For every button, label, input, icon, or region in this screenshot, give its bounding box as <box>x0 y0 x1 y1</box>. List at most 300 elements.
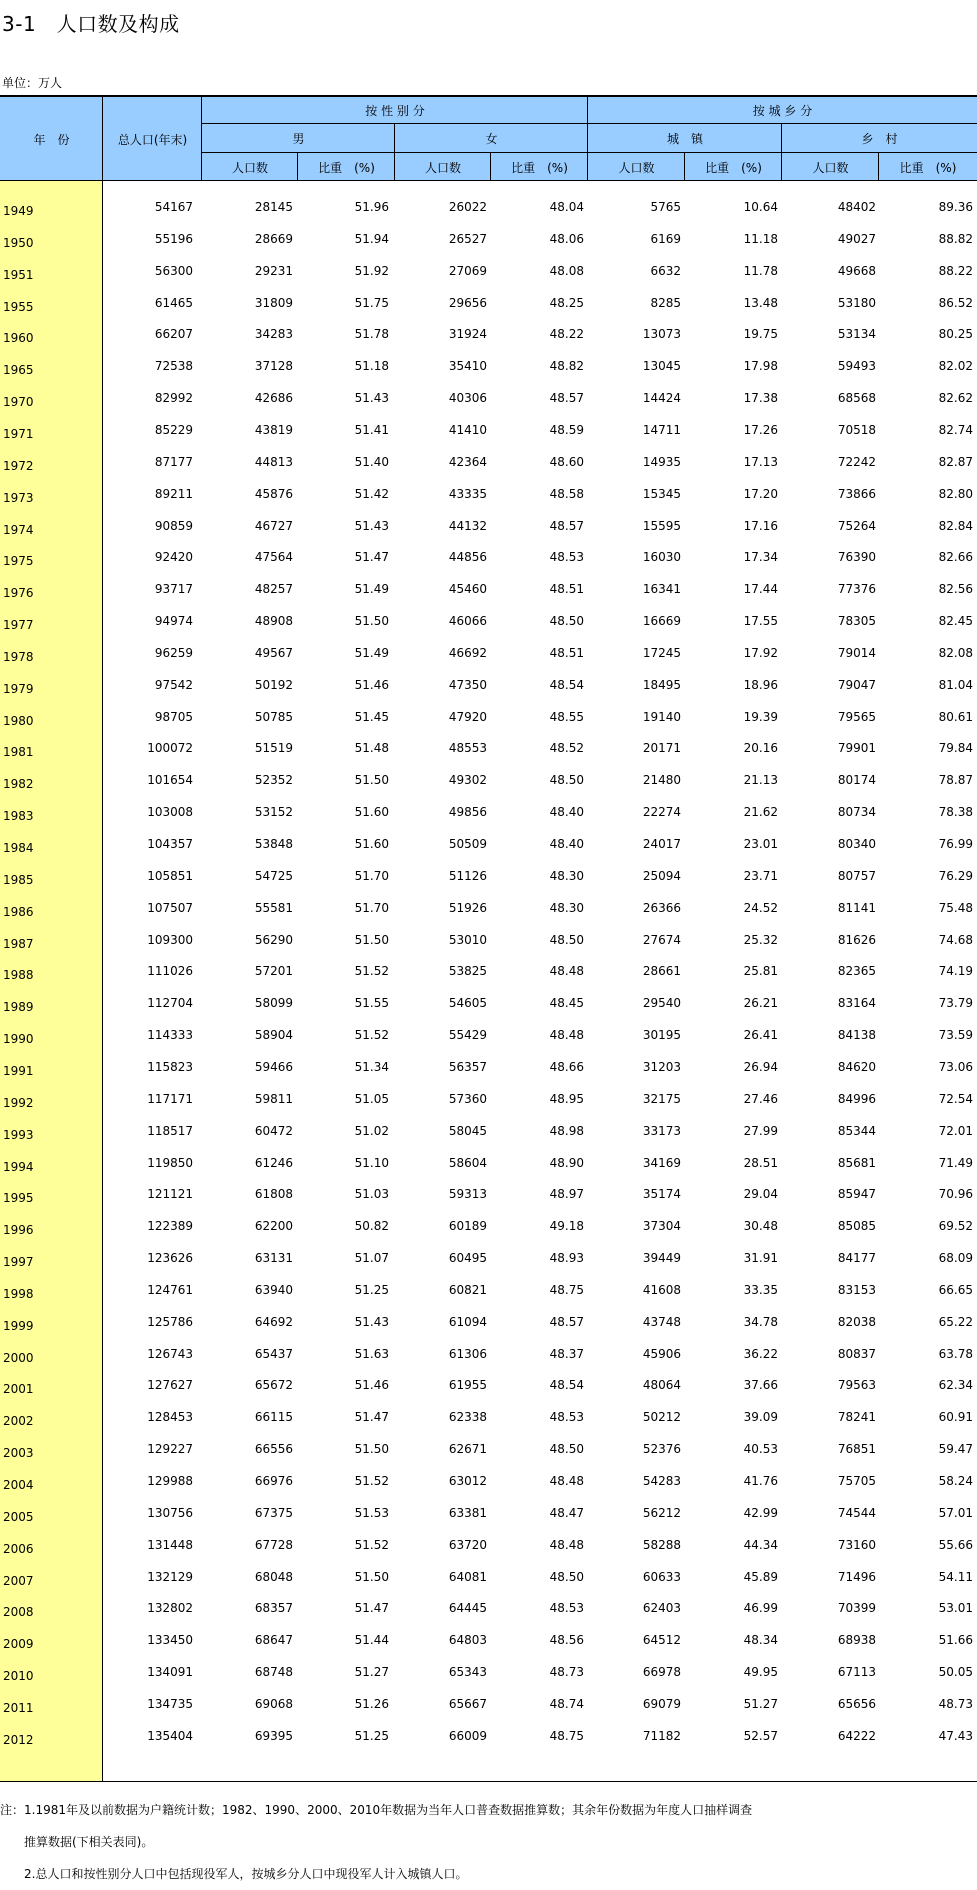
rural-count-cell: 80757 <box>837 868 876 883</box>
table-row <box>0 924 977 956</box>
table-row <box>0 955 977 987</box>
table-row <box>0 828 977 860</box>
urban-count-cell: 60633 <box>642 1569 681 1584</box>
year-cell: 1975 <box>3 554 34 569</box>
female-ratio-cell: 49.18 <box>549 1219 584 1234</box>
table-row <box>0 1051 977 1083</box>
header-by-sex: 按 性 别 分 <box>365 103 425 118</box>
table-row <box>0 414 977 446</box>
total-cell: 127627 <box>147 1378 193 1393</box>
rural-ratio-cell: 76.99 <box>938 837 973 851</box>
year-cell: 1976 <box>3 586 34 601</box>
unit-label: 单位：万人 <box>2 76 63 90</box>
year-cell: 1965 <box>3 363 34 378</box>
male-ratio-cell: 51.43 <box>354 518 389 533</box>
rural-ratio-cell: 82.62 <box>938 391 973 406</box>
total-cell: 122389 <box>147 1219 193 1234</box>
male-count-cell: 60472 <box>254 1123 293 1138</box>
urban-count-cell: 45906 <box>642 1346 681 1361</box>
header-urban: 城 镇 <box>666 131 703 146</box>
total-cell: 126743 <box>147 1346 193 1361</box>
urban-ratio-cell: 34.78 <box>743 1314 778 1329</box>
total-cell: 118517 <box>147 1123 193 1138</box>
total-cell: 135404 <box>147 1728 193 1743</box>
rural-count-cell: 74544 <box>837 1505 876 1520</box>
rural-ratio-cell: 47.43 <box>938 1728 973 1743</box>
urban-ratio-cell: 23.71 <box>743 868 778 883</box>
rural-count-cell: 83164 <box>837 996 876 1011</box>
urban-count-cell: 58288 <box>642 1537 681 1552</box>
total-cell: 93717 <box>154 582 193 597</box>
urban-count-cell: 31203 <box>642 1059 681 1074</box>
footnote-line: 2.总人口和按性别分人口中包括现役军人，按城乡分人口中现役军人计入城镇人口。 <box>0 1867 468 1881</box>
header-divider <box>202 152 977 153</box>
male-ratio-cell: 51.50 <box>354 932 389 947</box>
male-ratio-cell: 51.25 <box>354 1282 389 1297</box>
table-row <box>0 1115 977 1147</box>
year-cell: 1993 <box>3 1127 34 1142</box>
rural-count-cell: 67113 <box>837 1665 876 1680</box>
table-row <box>0 1019 977 1051</box>
female-count-cell: 64445 <box>448 1601 487 1616</box>
urban-ratio-cell: 28.51 <box>743 1155 778 1170</box>
rural-count-cell: 84177 <box>837 1251 876 1266</box>
header-female-count: 人口数 <box>424 160 461 175</box>
male-count-cell: 44813 <box>254 454 293 469</box>
rural-count-cell: 68568 <box>837 391 876 406</box>
total-cell: 90859 <box>154 518 193 533</box>
table-header <box>0 95 977 181</box>
male-count-cell: 68647 <box>254 1633 293 1648</box>
year-cell: 1955 <box>3 299 34 314</box>
male-ratio-cell: 51.40 <box>354 454 389 469</box>
urban-count-cell: 15345 <box>642 486 681 501</box>
male-ratio-cell: 51.42 <box>354 486 389 501</box>
male-ratio-cell: 51.48 <box>354 741 389 756</box>
header-divider <box>297 152 298 181</box>
urban-count-cell: 24017 <box>642 837 681 851</box>
table-row <box>0 1529 977 1561</box>
female-count-cell: 51926 <box>448 900 487 915</box>
female-count-cell: 42364 <box>448 454 487 469</box>
female-ratio-cell: 48.48 <box>549 964 584 979</box>
total-cell: 112704 <box>147 996 193 1011</box>
year-cell: 1973 <box>3 490 34 505</box>
total-cell: 103008 <box>147 805 193 820</box>
year-cell: 2009 <box>3 1637 34 1652</box>
female-count-cell: 61306 <box>448 1346 487 1361</box>
male-ratio-cell: 51.45 <box>354 709 389 724</box>
table-row <box>0 255 977 287</box>
female-ratio-cell: 48.04 <box>549 200 584 214</box>
year-cell: 1972 <box>3 458 34 473</box>
urban-count-cell: 6169 <box>650 231 681 246</box>
urban-ratio-cell: 11.18 <box>743 231 778 246</box>
male-count-cell: 68357 <box>254 1601 293 1616</box>
female-count-cell: 65667 <box>448 1696 487 1711</box>
male-count-cell: 28145 <box>254 200 293 214</box>
table-row <box>0 1624 977 1656</box>
male-count-cell: 67728 <box>254 1537 293 1552</box>
header-divider <box>490 152 491 181</box>
female-count-cell: 40306 <box>448 391 487 406</box>
urban-count-cell: 43748 <box>642 1314 681 1329</box>
female-ratio-cell: 48.52 <box>549 741 584 756</box>
rural-ratio-cell: 51.66 <box>938 1633 973 1648</box>
urban-count-cell: 14711 <box>642 422 681 437</box>
male-count-cell: 68048 <box>254 1569 293 1584</box>
male-count-cell: 61808 <box>254 1187 293 1202</box>
female-ratio-cell: 48.06 <box>549 231 584 246</box>
female-count-cell: 62338 <box>448 1410 487 1425</box>
rural-count-cell: 79563 <box>837 1378 876 1393</box>
rural-ratio-cell: 82.45 <box>938 614 973 629</box>
female-ratio-cell: 48.50 <box>549 614 584 629</box>
table-row <box>0 1338 977 1370</box>
total-cell: 56300 <box>154 263 193 278</box>
female-ratio-cell: 48.73 <box>549 1665 584 1680</box>
rural-ratio-cell: 62.34 <box>938 1378 973 1393</box>
urban-ratio-cell: 37.66 <box>743 1378 778 1393</box>
urban-ratio-cell: 19.75 <box>743 327 778 342</box>
rural-count-cell: 82038 <box>837 1314 876 1329</box>
female-ratio-cell: 48.56 <box>549 1633 584 1648</box>
female-count-cell: 31924 <box>448 327 487 342</box>
male-ratio-cell: 51.60 <box>354 837 389 851</box>
rural-count-cell: 70518 <box>837 422 876 437</box>
urban-count-cell: 37304 <box>642 1219 681 1234</box>
urban-ratio-cell: 26.21 <box>743 996 778 1011</box>
male-ratio-cell: 51.46 <box>354 677 389 692</box>
male-count-cell: 50785 <box>254 709 293 724</box>
total-cell: 82992 <box>154 391 193 406</box>
urban-ratio-cell: 11.78 <box>743 263 778 278</box>
rural-ratio-cell: 73.79 <box>938 996 973 1011</box>
urban-count-cell: 5765 <box>650 200 681 214</box>
rural-ratio-cell: 80.61 <box>938 709 973 724</box>
rural-count-cell: 48402 <box>837 200 876 214</box>
rural-ratio-cell: 75.48 <box>938 900 973 915</box>
female-count-cell: 55429 <box>448 1028 487 1043</box>
rural-ratio-cell: 73.06 <box>938 1059 973 1074</box>
table-row <box>0 1688 977 1720</box>
rural-count-cell: 75705 <box>837 1474 876 1488</box>
urban-count-cell: 25094 <box>642 868 681 883</box>
header-divider <box>587 97 588 181</box>
male-count-cell: 58099 <box>254 996 293 1011</box>
rural-count-cell: 80837 <box>837 1346 876 1361</box>
rural-count-cell: 85085 <box>837 1219 876 1234</box>
header-rural-ratio: 比重 (%) <box>899 160 957 175</box>
year-cell: 2002 <box>3 1414 34 1429</box>
male-count-cell: 46727 <box>254 518 293 533</box>
female-count-cell: 66009 <box>448 1728 487 1743</box>
year-cell: 1987 <box>3 936 34 951</box>
female-count-cell: 56357 <box>448 1059 487 1074</box>
urban-ratio-cell: 21.13 <box>743 773 778 788</box>
table-row <box>0 287 977 319</box>
table-row <box>0 1433 977 1465</box>
female-count-cell: 44132 <box>448 518 487 533</box>
rural-ratio-cell: 78.38 <box>938 805 973 820</box>
male-count-cell: 49567 <box>254 645 293 660</box>
table-row <box>0 1210 977 1242</box>
total-cell: 94974 <box>154 614 193 629</box>
table-row <box>0 1306 977 1338</box>
total-cell: 89211 <box>154 486 193 501</box>
male-count-cell: 37128 <box>254 359 293 374</box>
table-row <box>0 637 977 669</box>
rural-ratio-cell: 59.47 <box>938 1442 973 1457</box>
rural-count-cell: 49668 <box>837 263 876 278</box>
rural-ratio-cell: 86.52 <box>938 295 973 310</box>
table-row <box>0 510 977 542</box>
total-cell: 128453 <box>147 1410 193 1425</box>
year-cell: 1974 <box>3 522 34 537</box>
rural-ratio-cell: 50.05 <box>938 1665 973 1680</box>
urban-ratio-cell: 33.35 <box>743 1282 778 1297</box>
urban-count-cell: 14935 <box>642 454 681 469</box>
year-cell: 1986 <box>3 904 34 919</box>
table-row <box>0 1083 977 1115</box>
female-count-cell: 50509 <box>448 837 487 851</box>
urban-ratio-cell: 51.27 <box>743 1696 778 1711</box>
rural-ratio-cell: 69.52 <box>938 1219 973 1234</box>
male-ratio-cell: 51.05 <box>354 1091 389 1106</box>
female-count-cell: 46066 <box>448 614 487 629</box>
male-count-cell: 69068 <box>254 1696 293 1711</box>
year-cell: 2000 <box>3 1350 34 1365</box>
urban-count-cell: 16341 <box>642 582 681 597</box>
header-divider <box>878 152 879 181</box>
urban-ratio-cell: 26.94 <box>743 1059 778 1074</box>
rural-ratio-cell: 79.84 <box>938 741 973 756</box>
urban-count-cell: 17245 <box>642 645 681 660</box>
rural-count-cell: 82365 <box>837 964 876 979</box>
year-cell: 2005 <box>3 1509 34 1524</box>
year-cell: 2012 <box>3 1732 34 1747</box>
urban-count-cell: 62403 <box>642 1601 681 1616</box>
female-count-cell: 48553 <box>448 741 487 756</box>
male-ratio-cell: 51.52 <box>354 1474 389 1488</box>
rural-ratio-cell: 60.91 <box>938 1410 973 1425</box>
rural-ratio-cell: 88.82 <box>938 231 973 246</box>
total-cell: 133450 <box>147 1633 193 1648</box>
urban-count-cell: 18495 <box>642 677 681 692</box>
male-ratio-cell: 51.60 <box>354 805 389 820</box>
female-count-cell: 41410 <box>448 422 487 437</box>
table-row <box>0 191 977 223</box>
rural-ratio-cell: 89.36 <box>938 200 973 214</box>
male-ratio-cell: 51.52 <box>354 1028 389 1043</box>
urban-count-cell: 32175 <box>642 1091 681 1106</box>
female-count-cell: 44856 <box>448 550 487 565</box>
table-row <box>0 764 977 796</box>
rural-ratio-cell: 74.19 <box>938 964 973 979</box>
rural-count-cell: 80734 <box>837 805 876 820</box>
male-count-cell: 67375 <box>254 1505 293 1520</box>
female-ratio-cell: 48.25 <box>549 295 584 310</box>
female-count-cell: 54605 <box>448 996 487 1011</box>
male-ratio-cell: 51.49 <box>354 645 389 660</box>
total-cell: 129988 <box>147 1474 193 1488</box>
total-cell: 55196 <box>154 231 193 246</box>
female-count-cell: 65343 <box>448 1665 487 1680</box>
total-cell: 105851 <box>147 868 193 883</box>
female-count-cell: 53825 <box>448 964 487 979</box>
male-ratio-cell: 51.47 <box>354 1410 389 1425</box>
rural-count-cell: 64222 <box>837 1728 876 1743</box>
female-ratio-cell: 48.57 <box>549 518 584 533</box>
male-ratio-cell: 51.50 <box>354 614 389 629</box>
rural-count-cell: 53180 <box>837 295 876 310</box>
year-cell: 1982 <box>3 777 34 792</box>
male-count-cell: 69395 <box>254 1728 293 1743</box>
urban-ratio-cell: 17.55 <box>743 614 778 629</box>
rural-count-cell: 73160 <box>837 1537 876 1552</box>
total-cell: 121121 <box>147 1187 193 1202</box>
header-male: 男 <box>292 131 305 146</box>
rural-ratio-cell: 65.22 <box>938 1314 973 1329</box>
urban-ratio-cell: 17.20 <box>743 486 778 501</box>
total-cell: 107507 <box>147 900 193 915</box>
female-ratio-cell: 48.95 <box>549 1091 584 1106</box>
female-count-cell: 64081 <box>448 1569 487 1584</box>
total-cell: 61465 <box>154 295 193 310</box>
urban-ratio-cell: 19.39 <box>743 709 778 724</box>
urban-ratio-cell: 25.32 <box>743 932 778 947</box>
urban-ratio-cell: 45.89 <box>743 1569 778 1584</box>
male-count-cell: 51519 <box>254 741 293 756</box>
male-ratio-cell: 51.70 <box>354 868 389 883</box>
header-year: 年 份 <box>33 132 70 147</box>
table-row <box>0 1274 977 1306</box>
rural-ratio-cell: 68.09 <box>938 1251 973 1266</box>
urban-ratio-cell: 40.53 <box>743 1442 778 1457</box>
urban-count-cell: 48064 <box>642 1378 681 1393</box>
female-ratio-cell: 48.08 <box>549 263 584 278</box>
male-ratio-cell: 51.43 <box>354 391 389 406</box>
year-cell: 1949 <box>3 204 34 218</box>
male-ratio-cell: 51.46 <box>354 1378 389 1393</box>
male-count-cell: 57201 <box>254 964 293 979</box>
female-count-cell: 63012 <box>448 1474 487 1488</box>
rural-count-cell: 80340 <box>837 837 876 851</box>
year-cell: 1999 <box>3 1318 34 1333</box>
rural-ratio-cell: 74.68 <box>938 932 973 947</box>
male-ratio-cell: 51.50 <box>354 773 389 788</box>
page-title: 3-1 人口数及构成 <box>2 12 180 36</box>
year-cell: 1989 <box>3 1000 34 1015</box>
rural-count-cell: 76851 <box>837 1442 876 1457</box>
header-total: 总人口(年末) <box>117 132 188 147</box>
urban-ratio-cell: 39.09 <box>743 1410 778 1425</box>
header-divider <box>201 97 202 181</box>
female-count-cell: 63720 <box>448 1537 487 1552</box>
rural-ratio-cell: 48.73 <box>938 1696 973 1711</box>
urban-count-cell: 33173 <box>642 1123 681 1138</box>
urban-count-cell: 39449 <box>642 1251 681 1266</box>
rural-ratio-cell: 76.29 <box>938 868 973 883</box>
rural-count-cell: 84996 <box>837 1091 876 1106</box>
year-cell: 1971 <box>3 426 34 441</box>
table-row <box>0 987 977 1019</box>
rural-count-cell: 76390 <box>837 550 876 565</box>
rural-count-cell: 79901 <box>837 741 876 756</box>
table-row <box>0 1369 977 1401</box>
urban-count-cell: 20171 <box>642 741 681 756</box>
total-cell: 85229 <box>154 422 193 437</box>
rural-count-cell: 79047 <box>837 677 876 692</box>
male-count-cell: 55581 <box>254 900 293 915</box>
male-ratio-cell: 51.41 <box>354 422 389 437</box>
rural-count-cell: 83153 <box>837 1282 876 1297</box>
rural-ratio-cell: 72.01 <box>938 1123 973 1138</box>
male-count-cell: 65437 <box>254 1346 293 1361</box>
total-cell: 129227 <box>147 1442 193 1457</box>
total-cell: 104357 <box>147 837 193 851</box>
total-cell: 111026 <box>147 964 193 979</box>
table-row <box>0 318 977 350</box>
year-cell: 1994 <box>3 1159 34 1174</box>
total-cell: 100072 <box>147 741 193 756</box>
urban-ratio-cell: 13.48 <box>743 295 778 310</box>
female-count-cell: 57360 <box>448 1091 487 1106</box>
female-count-cell: 49856 <box>448 805 487 820</box>
year-cell: 1997 <box>3 1255 34 1270</box>
table-row <box>0 1720 977 1752</box>
male-ratio-cell: 51.55 <box>354 996 389 1011</box>
total-cell: 54167 <box>154 200 193 214</box>
female-ratio-cell: 48.48 <box>549 1537 584 1552</box>
rural-ratio-cell: 82.66 <box>938 550 973 565</box>
urban-ratio-cell: 17.44 <box>743 582 778 597</box>
table-row <box>0 382 977 414</box>
rural-count-cell: 81626 <box>837 932 876 947</box>
male-ratio-cell: 51.07 <box>354 1251 389 1266</box>
female-count-cell: 60189 <box>448 1219 487 1234</box>
female-ratio-cell: 48.57 <box>549 1314 584 1329</box>
urban-count-cell: 26366 <box>642 900 681 915</box>
year-cell: 1970 <box>3 395 34 410</box>
rural-ratio-cell: 63.78 <box>938 1346 973 1361</box>
rural-count-cell: 49027 <box>837 231 876 246</box>
total-cell: 125786 <box>147 1314 193 1329</box>
male-count-cell: 63940 <box>254 1282 293 1297</box>
urban-count-cell: 19140 <box>642 709 681 724</box>
urban-count-cell: 22274 <box>642 805 681 820</box>
year-cell: 2007 <box>3 1573 34 1588</box>
total-cell: 92420 <box>154 550 193 565</box>
rural-ratio-cell: 82.84 <box>938 518 973 533</box>
header-rural-count: 人口数 <box>812 160 849 175</box>
year-cell: 2010 <box>3 1669 34 1684</box>
urban-ratio-cell: 27.99 <box>743 1123 778 1138</box>
rural-ratio-cell: 82.74 <box>938 422 973 437</box>
male-ratio-cell: 51.18 <box>354 359 389 374</box>
female-ratio-cell: 48.22 <box>549 327 584 342</box>
female-count-cell: 46692 <box>448 645 487 660</box>
rural-ratio-cell: 54.11 <box>938 1569 973 1584</box>
male-count-cell: 45876 <box>254 486 293 501</box>
female-ratio-cell: 48.82 <box>549 359 584 374</box>
year-cell: 1991 <box>3 1063 34 1078</box>
male-ratio-cell: 51.47 <box>354 1601 389 1616</box>
year-cell: 1998 <box>3 1286 34 1301</box>
urban-ratio-cell: 42.99 <box>743 1505 778 1520</box>
female-ratio-cell: 48.48 <box>549 1474 584 1488</box>
female-ratio-cell: 48.47 <box>549 1505 584 1520</box>
